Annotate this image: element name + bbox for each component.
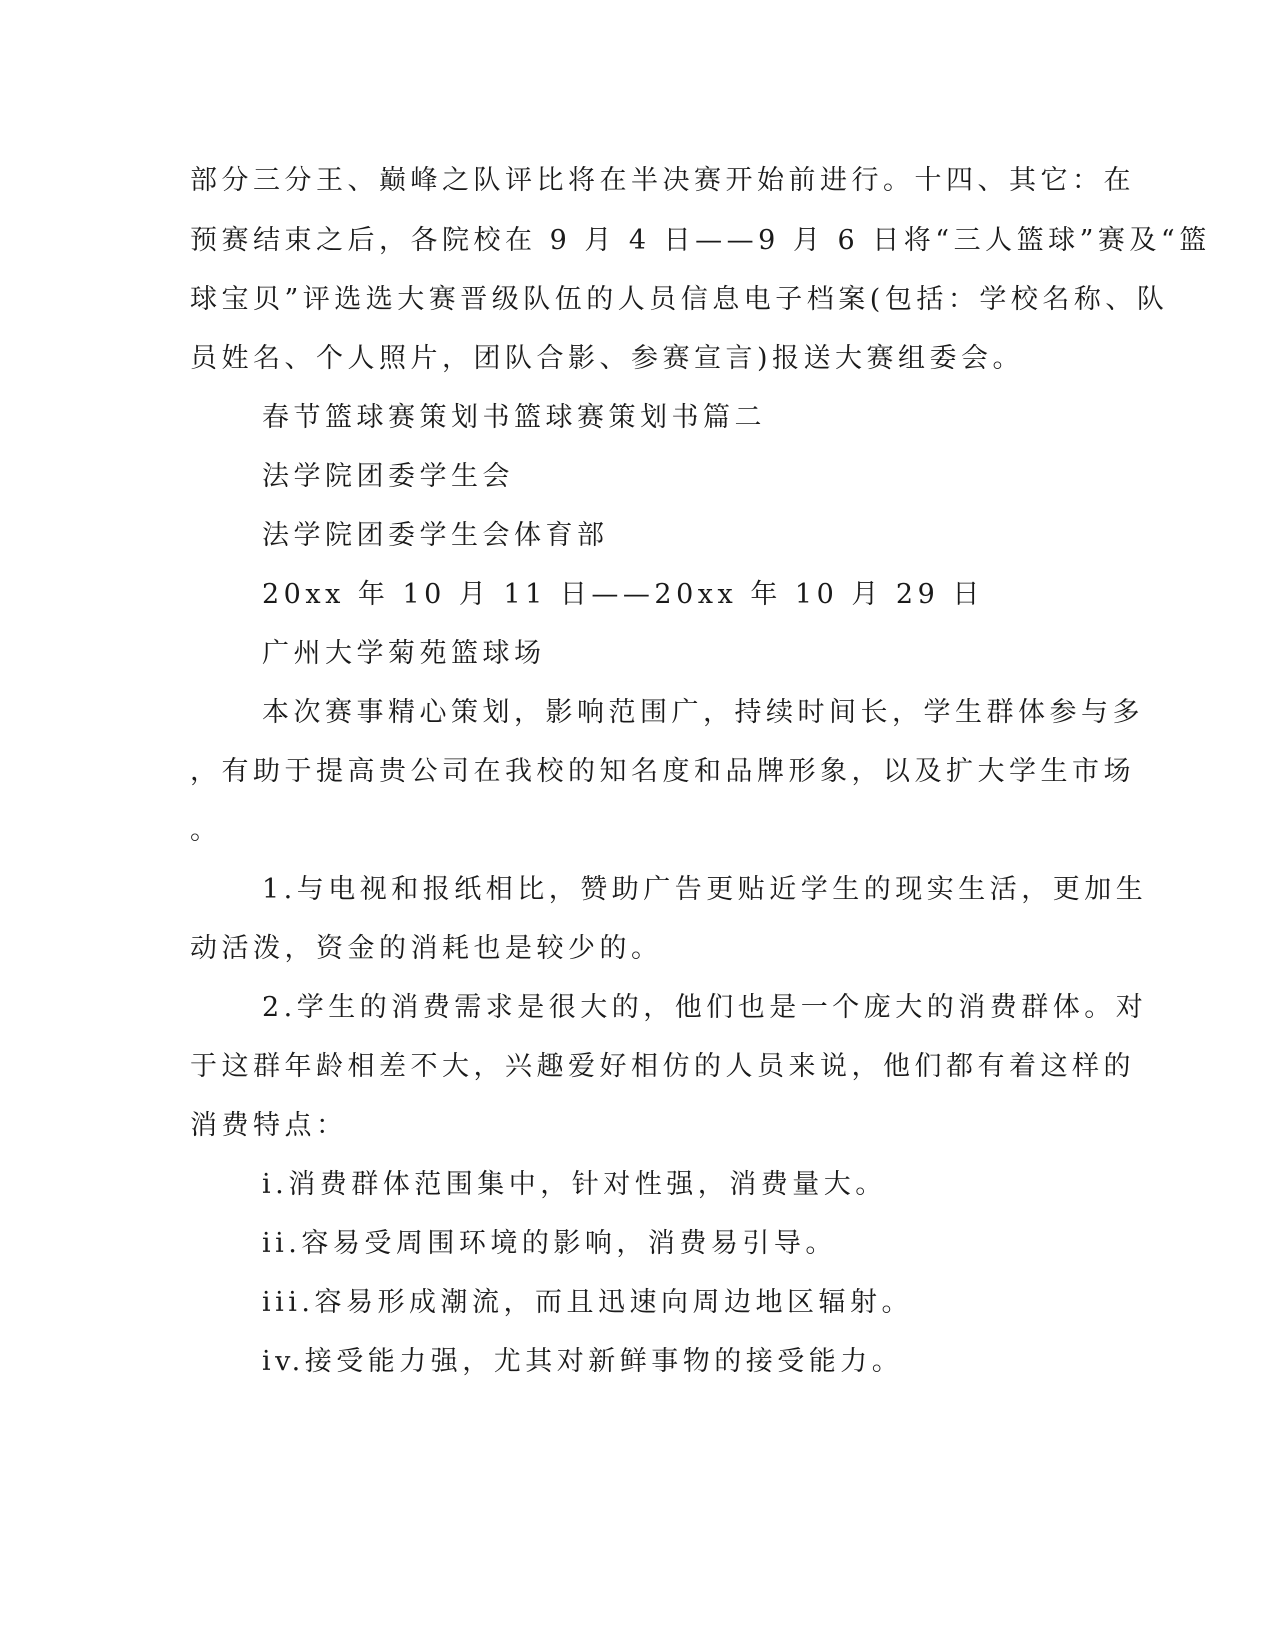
- text-line: 动活泼，资金的消耗也是较少的。: [190, 933, 663, 964]
- list-item: 1.与电视和报纸相比，赞助广告更贴近学生的现实生活，更加生: [262, 874, 1148, 905]
- venue-line: 广州大学菊苑篮球场: [262, 638, 546, 669]
- text-line: 。: [190, 815, 222, 846]
- list-item: 2.学生的消费需求是很大的，他们也是一个庞大的消费群体。对: [262, 992, 1148, 1023]
- list-item: iii.容易形成潮流，而且迅速向周边地区辐射。: [262, 1287, 913, 1318]
- text-line: 于这群年龄相差不大，兴趣爱好相仿的人员来说，他们都有着这样的: [190, 1051, 1135, 1082]
- list-item: iv.接受能力强，尤其对新鲜事物的接受能力。: [262, 1346, 904, 1377]
- text-line: 部分三分王、巅峰之队评比将在半决赛开始前进行。十四、其它：在: [190, 165, 1135, 196]
- list-item: ii.容易受周围环境的影响，消费易引导。: [262, 1228, 837, 1259]
- text-line: 法学院团委学生会: [262, 461, 514, 492]
- text-line: 预赛结束之后，各院校在 9 月 4 日——9 月 6 日将“三人篮球”赛及“篮: [190, 225, 1211, 256]
- text-line: 消费特点：: [190, 1110, 348, 1141]
- text-line: 员姓名、个人照片，团队合影、参赛宣言)报送大赛组委会。: [190, 343, 1025, 374]
- text-line: 本次赛事精心策划，影响范围广，持续时间长，学生群体参与多: [262, 697, 1144, 728]
- list-item: i.消费群体范围集中，针对性强，消费量大。: [262, 1169, 887, 1200]
- date-line: 20xx 年 10 月 11 日——20xx 年 10 月 29 日: [262, 579, 984, 610]
- text-line: ，有助于提高贵公司在我校的知名度和品牌形象，以及扩大学生市场: [190, 756, 1135, 787]
- section-heading: 春节篮球赛策划书篮球赛策划书篇二: [262, 402, 766, 433]
- text-line: 球宝贝”评选选大赛晋级队伍的人员信息电子档案(包括：学校名称、队: [190, 284, 1169, 315]
- text-line: 法学院团委学生会体育部: [262, 520, 609, 551]
